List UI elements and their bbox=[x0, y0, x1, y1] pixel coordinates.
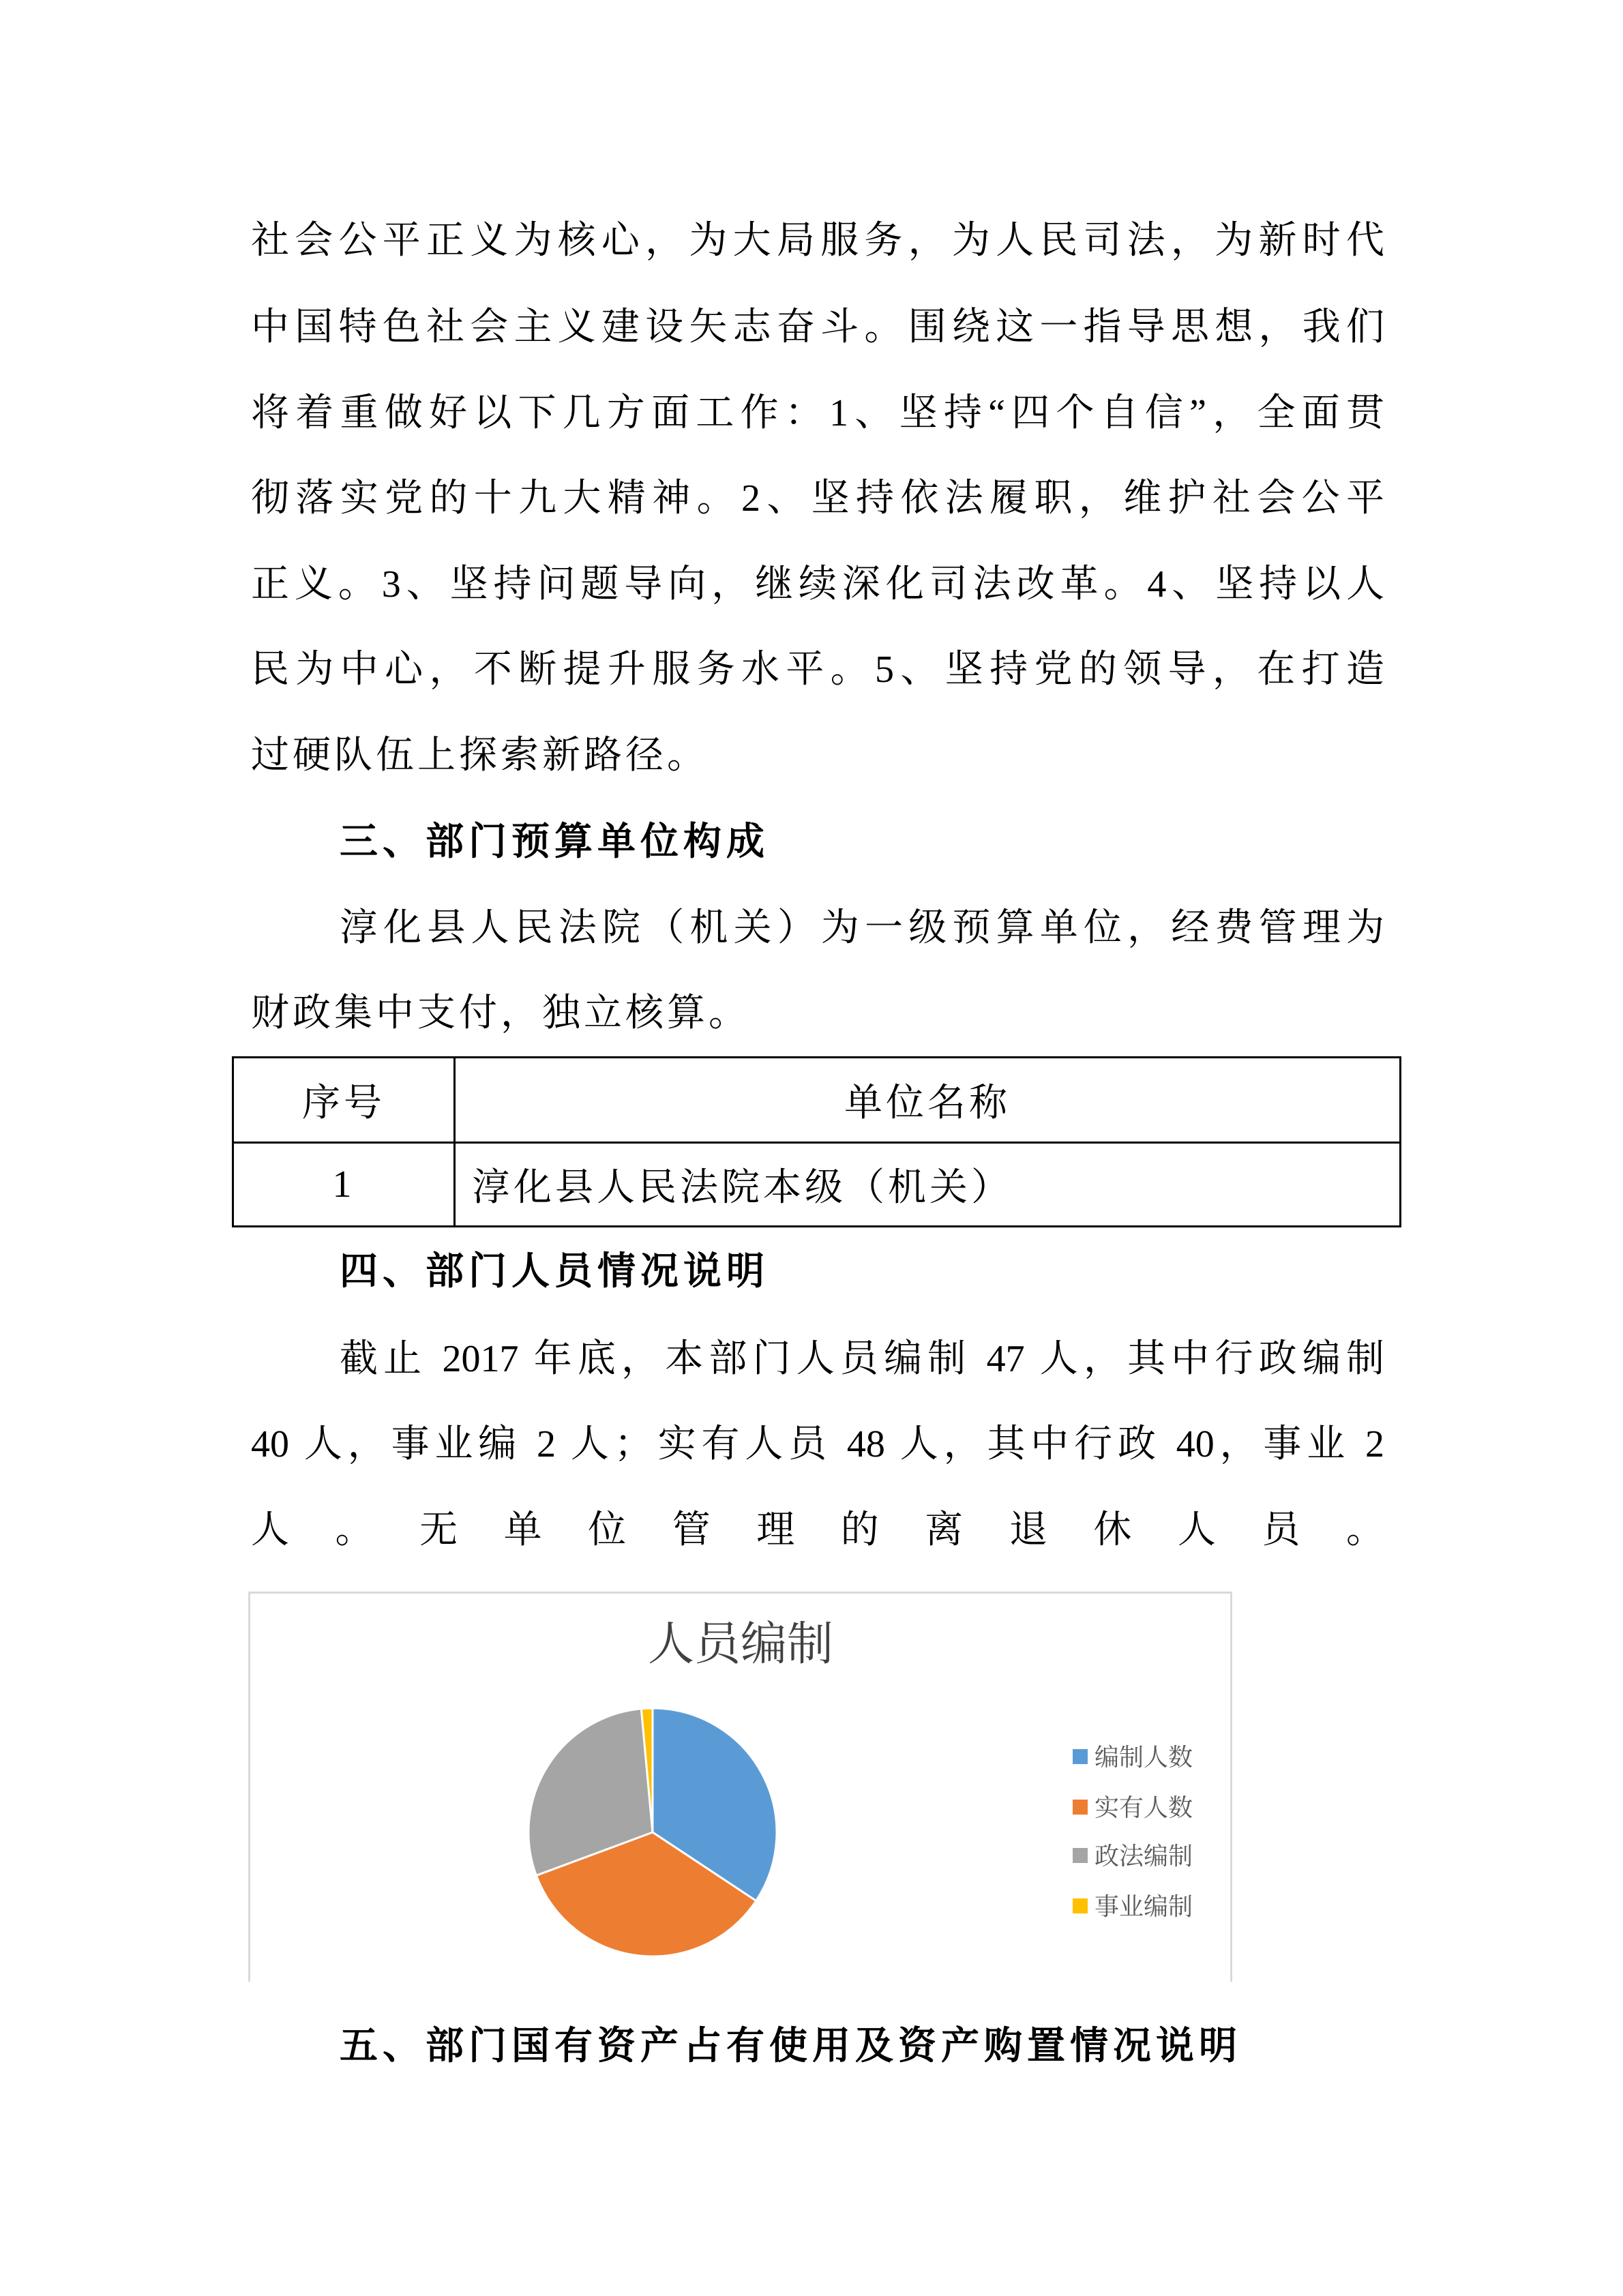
body-text-line: 过硬队伍上探索新路径。 bbox=[251, 734, 709, 777]
section-heading: 四、部门人员情况说明 bbox=[340, 1249, 769, 1294]
table-header-cell: 序号 bbox=[233, 1058, 455, 1143]
body-text-line: 人。无单位管理的离退休人员。 bbox=[251, 1509, 1384, 1551]
legend-label: 实有人数 bbox=[1095, 1794, 1193, 1822]
legend-marker bbox=[1073, 1800, 1088, 1815]
table-row bbox=[233, 1143, 1401, 1227]
body-text-line: 民为中心，不断提升服务水平。5、坚持党的领导，在打造 bbox=[251, 648, 1384, 691]
legend-label: 编制人数 bbox=[1095, 1744, 1193, 1772]
section-heading: 三、部门预算单位构成 bbox=[340, 820, 769, 864]
body-text-line: 财政集中支付，独立核算。 bbox=[251, 992, 750, 1034]
table-header-row bbox=[233, 1058, 1401, 1143]
body-text-line: 截止 2017 年底，本部门人员编制 47 人，其中行政编制 bbox=[340, 1338, 1384, 1380]
legend-marker bbox=[1073, 1848, 1088, 1863]
body-text-line: 社会公平正义为核心，为大局服务，为人民司法，为新时代 bbox=[251, 220, 1384, 262]
chart-svg bbox=[248, 1592, 1232, 1982]
chart-legend bbox=[1073, 1744, 1193, 1921]
table-header-cell: 单位名称 bbox=[455, 1058, 1401, 1143]
body-text-line: 正义。3、坚持问题导向，继续深化司法改革。4、坚持以人 bbox=[251, 563, 1384, 606]
table-cell: 淳化县人民法院本级（机关） bbox=[455, 1143, 1401, 1227]
chart-title: 人员编制 bbox=[647, 1617, 834, 1671]
table-cell: 1 bbox=[233, 1143, 455, 1227]
legend-marker bbox=[1073, 1898, 1088, 1913]
legend-marker bbox=[1073, 1749, 1088, 1764]
body-text-line: 彻落实党的十九大精神。2、坚持依法履职，维护社会公平 bbox=[251, 477, 1384, 520]
body-text-line: 40 人，事业编 2 人；实有人员 48 人，其中行政 40，事业 2 bbox=[251, 1423, 1384, 1465]
legend-label: 事业编制 bbox=[1095, 1893, 1193, 1921]
staffing-pie-chart bbox=[248, 1592, 1232, 1982]
body-text-line: 将着重做好以下几方面工作：1、坚持“四个自信”，全面贯 bbox=[251, 392, 1384, 434]
body-text-line: 淳化县人民法院（机关）为一级预算单位，经费管理为 bbox=[340, 907, 1384, 949]
body-text-line: 中国特色社会主义建设矢志奋斗。围绕这一指导思想，我们 bbox=[251, 306, 1384, 348]
legend-label: 政法编制 bbox=[1095, 1843, 1193, 1870]
budget-unit-table bbox=[232, 1056, 1401, 1227]
pie bbox=[528, 1708, 777, 1956]
section-heading: 五、部门国有资产占有使用及资产购置情况说明 bbox=[340, 2024, 1242, 2068]
